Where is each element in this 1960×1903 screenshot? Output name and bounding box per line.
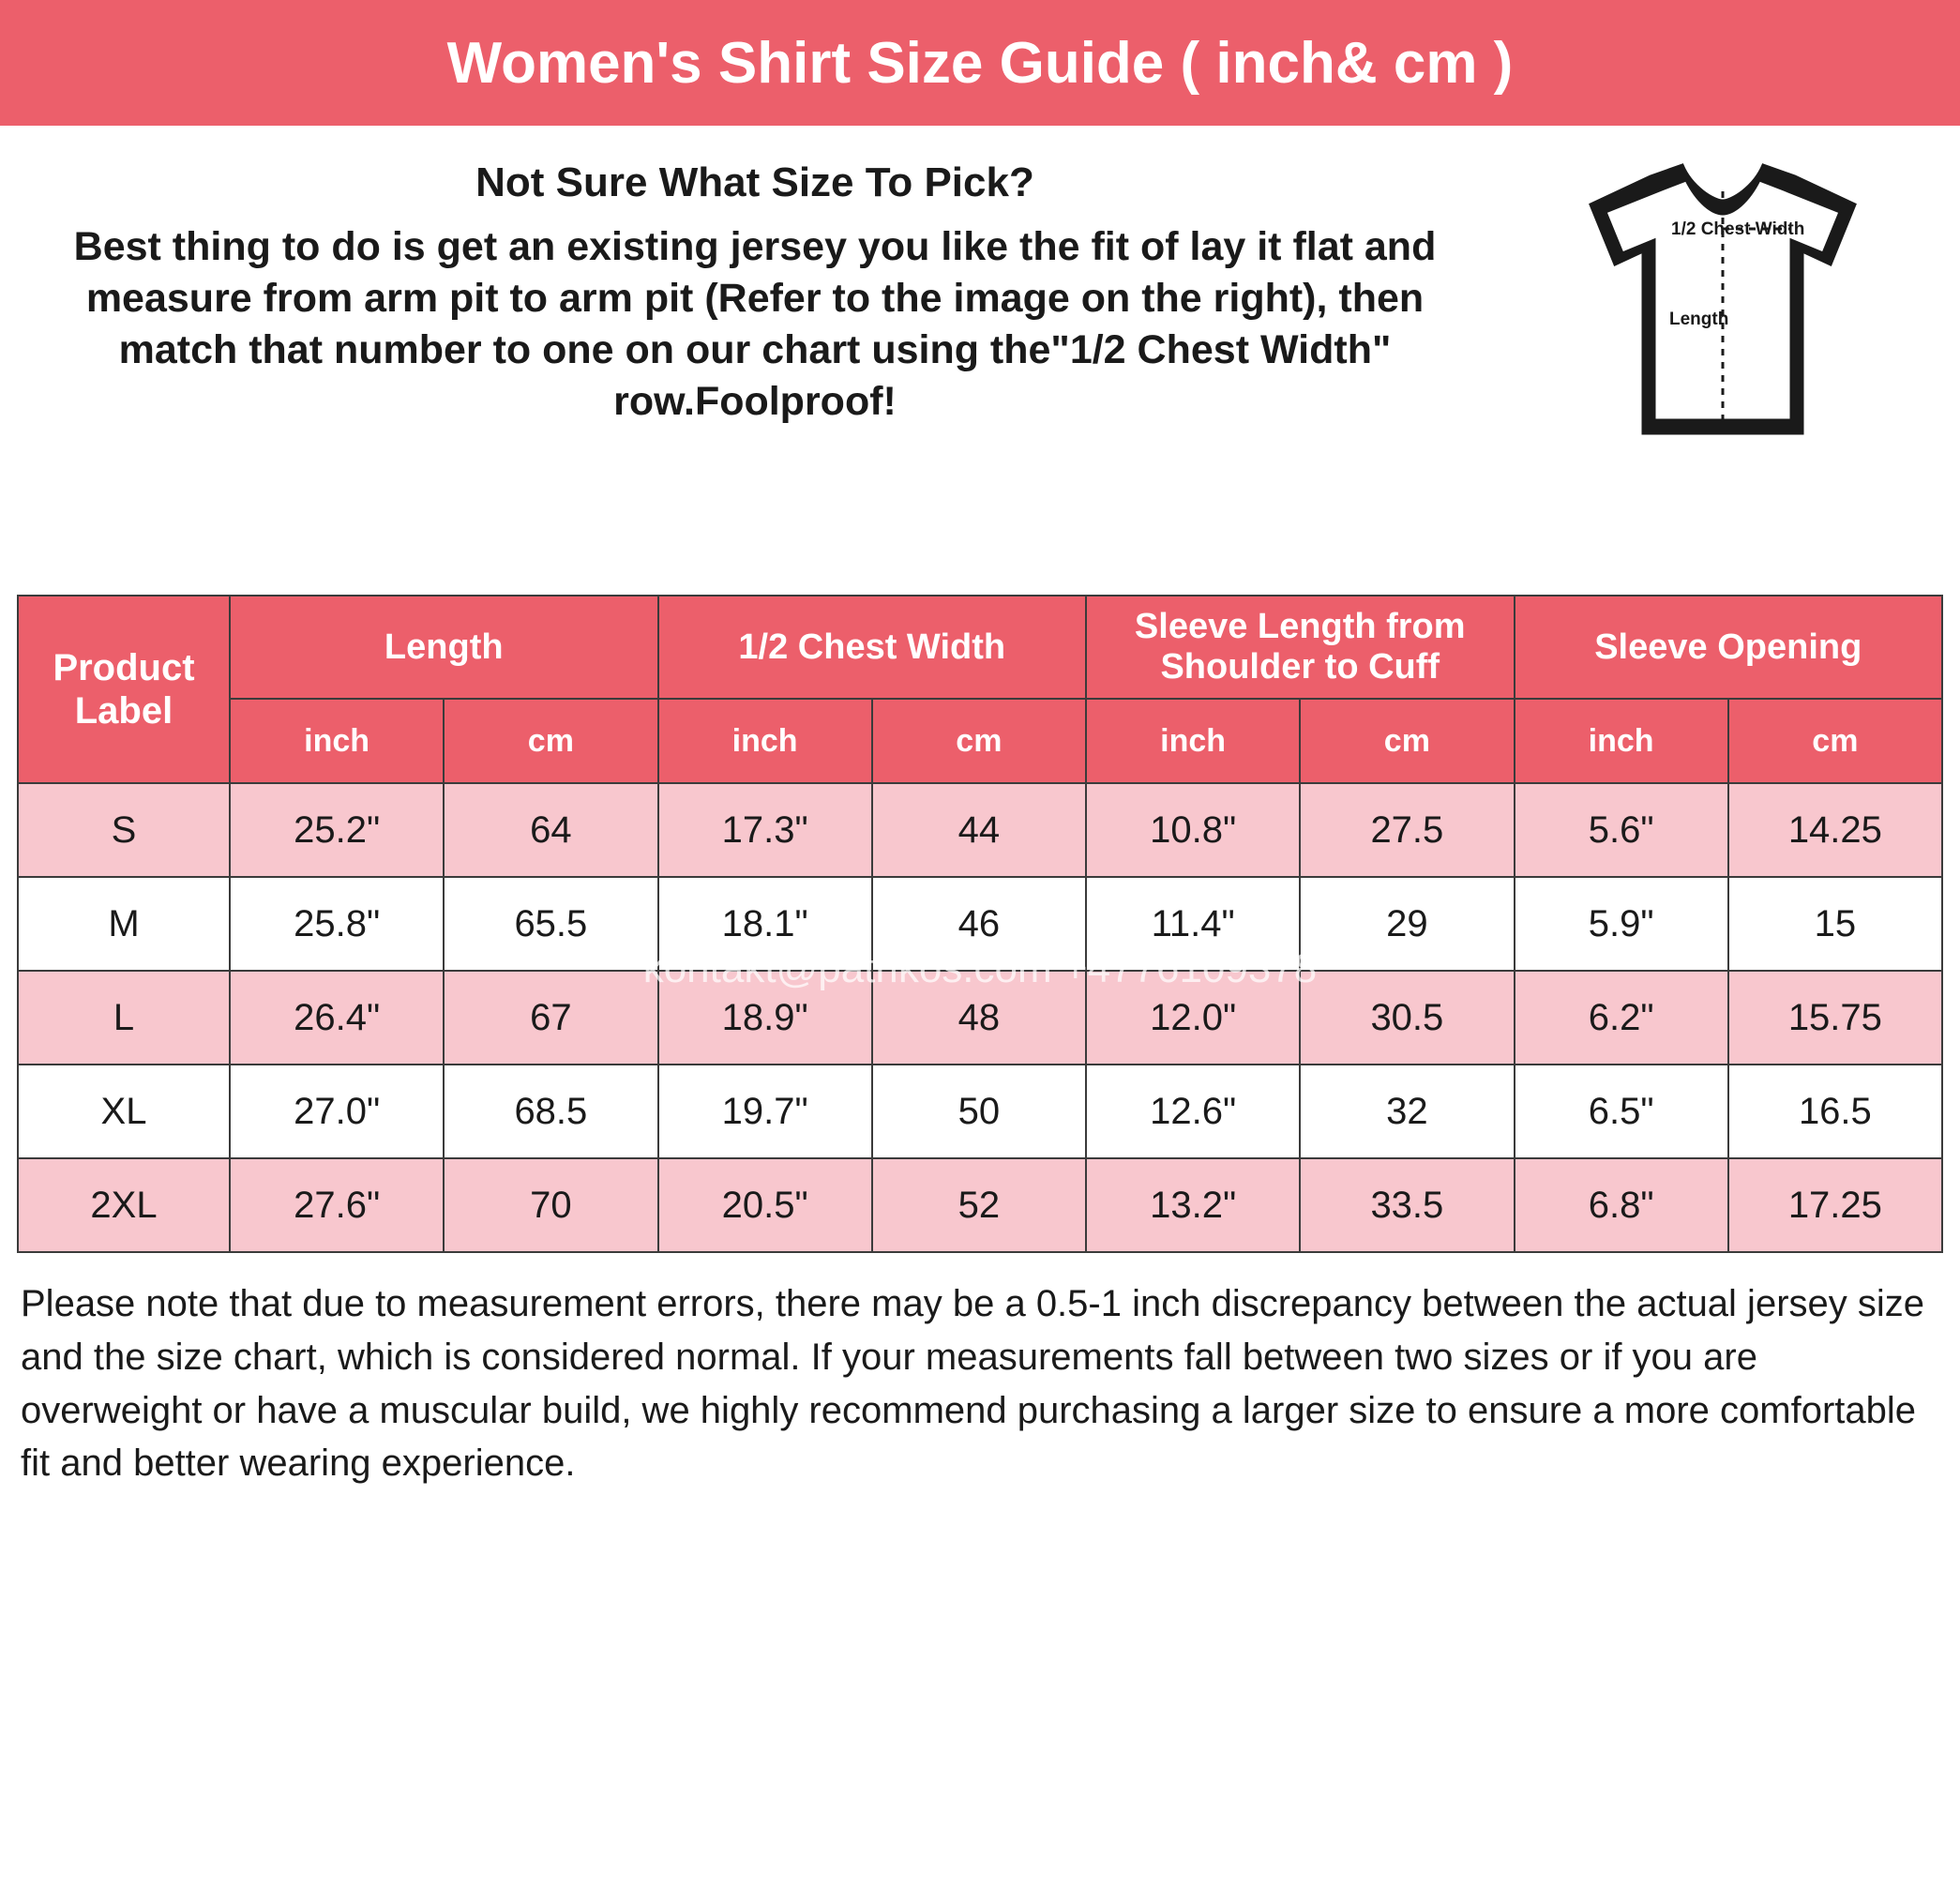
cell-sleeve-length-inch: 12.6" bbox=[1086, 1065, 1300, 1158]
cell-sleeve-length-inch: 11.4" bbox=[1086, 877, 1300, 971]
cell-length-cm: 65.5 bbox=[444, 877, 657, 971]
header-sleeve-opening-inch: inch bbox=[1515, 699, 1728, 783]
chest-width-label: 1/2 Chest Width bbox=[1671, 219, 1805, 239]
header-sleeve-opening-cm: cm bbox=[1728, 699, 1942, 783]
cell-length-inch: 25.8" bbox=[230, 877, 444, 971]
cell-sleeve-opening-inch: 6.5" bbox=[1515, 1065, 1728, 1158]
header-product-label: Product Label bbox=[18, 596, 230, 783]
header-group-sleeve-opening: Sleeve Opening bbox=[1515, 596, 1943, 699]
shirt-diagram bbox=[1502, 150, 1943, 441]
cell-sleeve-length-inch: 13.2" bbox=[1086, 1158, 1300, 1252]
cell-sleeve-length-cm: 33.5 bbox=[1300, 1158, 1514, 1252]
cell-sleeve-opening-inch: 6.2" bbox=[1515, 971, 1728, 1065]
cell-sleeve-opening-cm: 15 bbox=[1728, 877, 1942, 971]
cell-sleeve-length-cm: 30.5 bbox=[1300, 971, 1514, 1065]
cell-sleeve-opening-cm: 15.75 bbox=[1728, 971, 1942, 1065]
header-sleeve-length-inch: inch bbox=[1086, 699, 1300, 783]
header-chest-cm: cm bbox=[872, 699, 1086, 783]
intro-body: Best thing to do is get an existing jersey you like the fit of lay it flat and measure from arm pit to arm pit (Refer to the image on the right), then match that number to one on our chart using the"1/2 Chest Width" row.Foolproof! bbox=[73, 224, 1437, 425]
cell-chest-cm: 52 bbox=[872, 1158, 1086, 1252]
cell-sleeve-length-cm: 27.5 bbox=[1300, 783, 1514, 877]
cell-size: S bbox=[18, 783, 230, 877]
header-group-sleeve-length: Sleeve Length from Shoulder to Cuff bbox=[1086, 596, 1515, 699]
cell-chest-inch: 19.7" bbox=[658, 1065, 872, 1158]
cell-chest-cm: 50 bbox=[872, 1065, 1086, 1158]
cell-sleeve-length-cm: 32 bbox=[1300, 1065, 1514, 1158]
header-length-inch: inch bbox=[230, 699, 444, 783]
cell-sleeve-length-inch: 10.8" bbox=[1086, 783, 1300, 877]
cell-length-inch: 25.2" bbox=[230, 783, 444, 877]
cell-chest-inch: 17.3" bbox=[658, 783, 872, 877]
cell-sleeve-opening-inch: 6.8" bbox=[1515, 1158, 1728, 1252]
cell-size: 2XL bbox=[18, 1158, 230, 1252]
header-group-chest-width: 1/2 Chest Width bbox=[658, 596, 1087, 699]
header-chest-inch: inch bbox=[658, 699, 872, 783]
cell-length-cm: 70 bbox=[444, 1158, 657, 1252]
title-bar bbox=[0, 0, 1960, 126]
cell-sleeve-opening-cm: 14.25 bbox=[1728, 783, 1942, 877]
cell-length-cm: 67 bbox=[444, 971, 657, 1065]
cell-length-cm: 64 bbox=[444, 783, 657, 877]
cell-chest-cm: 44 bbox=[872, 783, 1086, 877]
table-head bbox=[18, 596, 1942, 783]
tshirt-icon bbox=[1521, 159, 1924, 441]
cell-sleeve-opening-inch: 5.6" bbox=[1515, 783, 1728, 877]
table-row bbox=[18, 971, 1942, 1065]
cell-sleeve-opening-inch: 5.9" bbox=[1515, 877, 1728, 971]
size-table bbox=[17, 595, 1943, 1253]
cell-size: XL bbox=[18, 1065, 230, 1158]
cell-chest-inch: 18.9" bbox=[658, 971, 872, 1065]
header-length-cm: cm bbox=[444, 699, 657, 783]
cell-chest-cm: 46 bbox=[872, 877, 1086, 971]
cell-sleeve-length-inch: 12.0" bbox=[1086, 971, 1300, 1065]
cell-length-inch: 27.6" bbox=[230, 1158, 444, 1252]
watermark-text: kontakt@patrikos.com +4776109378 bbox=[642, 945, 1318, 991]
cell-length-inch: 26.4" bbox=[230, 971, 444, 1065]
table-row bbox=[18, 783, 1942, 877]
cell-sleeve-length-cm: 29 bbox=[1300, 877, 1514, 971]
table-row bbox=[18, 1158, 1942, 1252]
cell-length-inch: 27.0" bbox=[230, 1065, 444, 1158]
table-row bbox=[18, 877, 1942, 971]
table-row bbox=[18, 1065, 1942, 1158]
header-sleeve-length-cm: cm bbox=[1300, 699, 1514, 783]
cell-chest-inch: 18.1" bbox=[658, 877, 872, 971]
cell-size: M bbox=[18, 877, 230, 971]
cell-sleeve-opening-cm: 17.25 bbox=[1728, 1158, 1942, 1252]
cell-size: L bbox=[18, 971, 230, 1065]
intro-section bbox=[0, 126, 1960, 595]
table-unit-header-row bbox=[18, 699, 1942, 783]
intro-text-block bbox=[17, 150, 1502, 428]
cell-chest-inch: 20.5" bbox=[658, 1158, 872, 1252]
table-body bbox=[18, 783, 1942, 1252]
cell-chest-cm: 48 bbox=[872, 971, 1086, 1065]
page-title: Women's Shirt Size Guide ( inch& cm ) bbox=[446, 30, 1514, 96]
size-table-zone bbox=[0, 595, 1960, 1253]
length-label: Length bbox=[1669, 310, 1729, 329]
table-group-header-row bbox=[18, 596, 1942, 699]
intro-lead: Not Sure What Size To Pick? bbox=[475, 159, 1034, 205]
header-group-length: Length bbox=[230, 596, 658, 699]
footer-note: Please note that due to measurement errors, there may be a 0.5-1 inch discrepancy between the actual jersey size and the size chart, which is considered normal. If your measurements fall between two sizes or if you are overweight or have a muscular build, we highly recommend purchasing a larger size to ensure a more comfortable fit and better wearing experience. bbox=[21, 1283, 1924, 1485]
cell-length-cm: 68.5 bbox=[444, 1065, 657, 1158]
cell-sleeve-opening-cm: 16.5 bbox=[1728, 1065, 1942, 1158]
